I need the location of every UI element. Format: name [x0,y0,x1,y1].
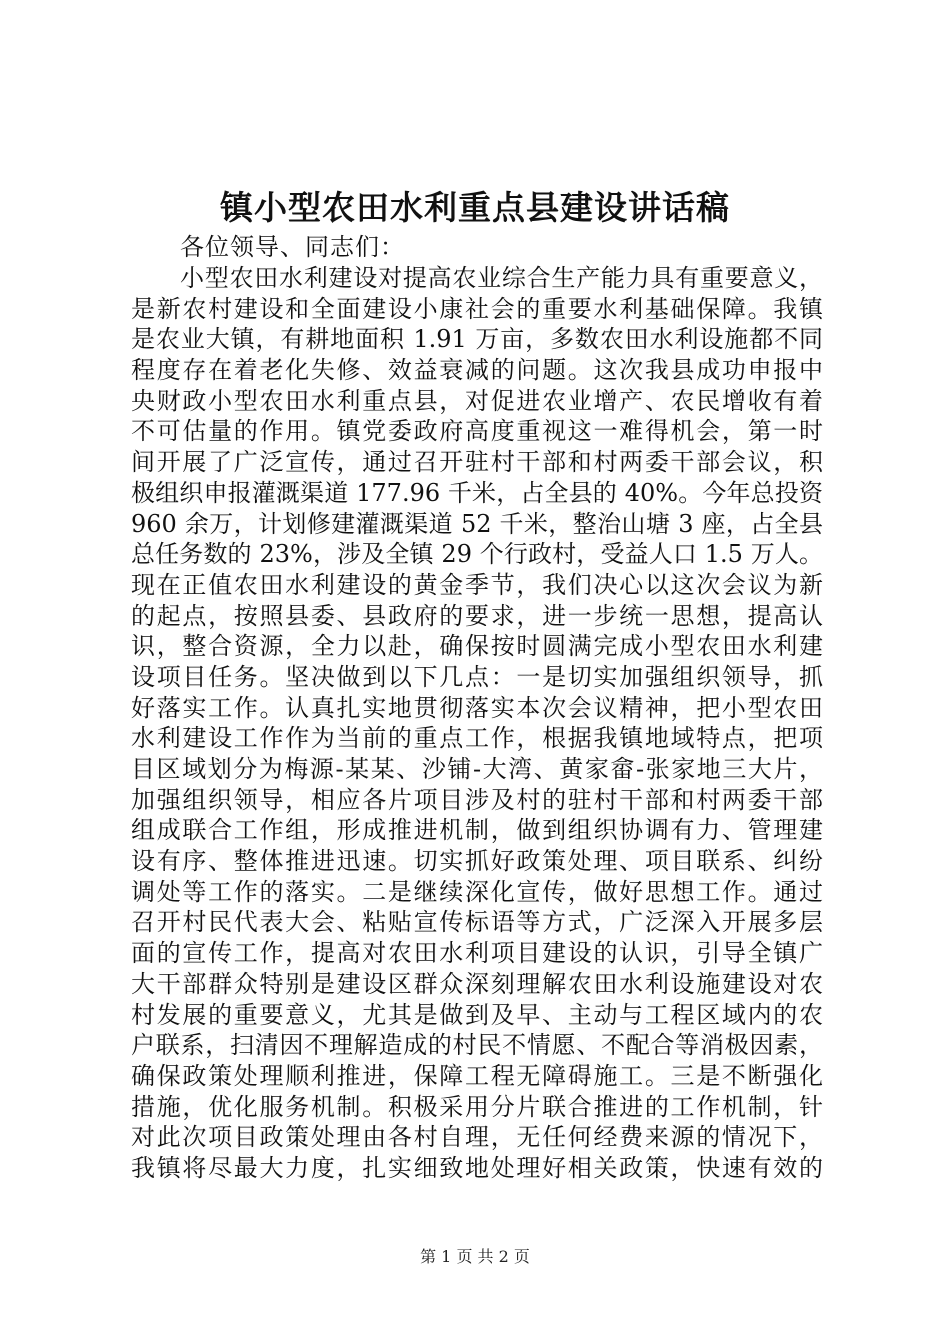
body-line: 对此次项目政策处理由各村自理，无任何经费来源的情况下， [131,1123,823,1152]
body-line: 我镇将尽最大力度，扎实细致地处理好相关政策，快速有效的 [131,1153,823,1182]
body-line: 极组织申报灌溉渠道 177.96 千米，占全县的 40%。今年总投资 [131,478,823,507]
body-line: 设有序、整体推进迅速。切实抓好政策处理、项目联系、纠纷 [131,847,823,876]
body-line: 确保政策处理顺利推进，保障工程无障碍施工。三是不断强化 [131,1061,823,1090]
body-line: 村发展的重要意义，尤其是做到及早、主动与工程区域内的农 [131,1000,823,1029]
body-line: 现在正值农田水利建设的黄金季节，我们决心以这次会议为新 [131,570,823,599]
body-line: 识，整合资源，全力以赴，确保按时圆满完成小型农田水利建 [131,632,823,661]
body-line: 央财政小型农田水利重点县，对促进农业增产、农民增收有着 [131,386,823,415]
body-line: 水利建设工作作为当前的重点工作，根据我镇地域特点，把项 [131,724,823,753]
body-line: 间开展了广泛宣传，通过召开驻村干部和村两委干部会议，积 [131,448,823,477]
body-line: 总任务数的 23%，涉及全镇 29 个行政村，受益人口 1.5 万人。 [131,540,823,569]
body-line: 召开村民代表大会、粘贴宣传标语等方式，广泛深入开展多层 [131,908,823,937]
salutation: 各位领导、同志们： [180,233,405,261]
body-line: 调处等工作的落实。二是继续深化宣传，做好思想工作。通过 [131,877,823,906]
body-line: 组成联合工作组，形成推进机制，做到组织协调有力、管理建 [131,816,823,845]
body-line: 960 余万，计划修建灌溉渠道 52 千米，整治山塘 3 座，占全县 [131,509,823,538]
body-line: 目区域划分为梅源-某某、沙铺-大湾、黄家畲-张家地三大片， [131,755,823,783]
page-number-footer: 第 1 页 共 2 页 [420,1247,530,1266]
body-line: 是新农村建设和全面建设小康社会的重要水利基础保障。我镇 [131,294,823,323]
body-line: 措施，优化服务机制。积极采用分片联合推进的工作机制，针 [131,1092,823,1121]
body-line: 户联系，扫清因不理解造成的村民不情愿、不配合等消极因素， [131,1031,823,1060]
body-line: 程度存在着老化失修、效益衰减的问题。这次我县成功申报中 [131,356,823,385]
page-title: 镇小型农田水利重点县建设讲话稿 [220,188,730,227]
body-line: 小型农田水利建设对提高农业综合生产能力具有重要意义， [180,264,823,292]
body-line: 面的宣传工作，提高对农田水利项目建设的认识，引导全镇广 [131,939,823,968]
body-line: 好落实工作。认真扎实地贯彻落实本次会议精神，把小型农田 [131,693,823,722]
body-line: 设项目任务。坚决做到以下几点：一是切实加强组织领导，抓 [131,662,823,691]
body-line: 不可估量的作用。镇党委政府高度重视这一难得机会，第一时 [131,417,823,446]
body-line: 加强组织领导，相应各片项目涉及村的驻村干部和村两委干部 [131,785,823,814]
body-text [131,263,823,1184]
body-line: 的起点，按照县委、县政府的要求，进一步统一思想，提高认 [131,601,823,630]
body-line: 是农业大镇，有耕地面积 1.91 万亩，多数农田水利设施都不同 [131,325,823,354]
body-line: 大干部群众特别是建设区群众深刻理解农田水利设施建设对农 [131,969,823,998]
